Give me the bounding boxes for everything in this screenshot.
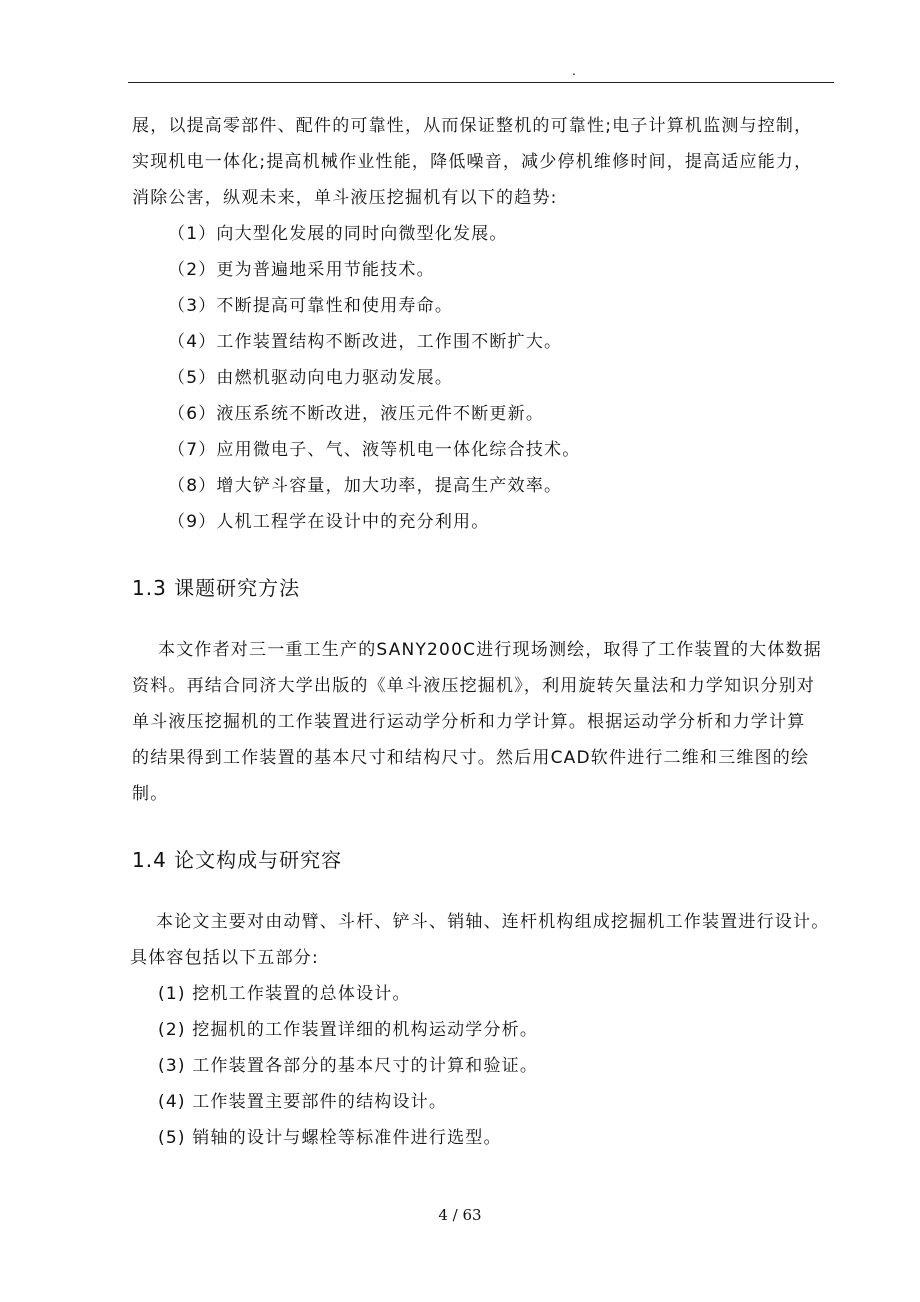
paragraph-line: 展，以提高零部件、配件的可靠性，从而保证整机的可靠性;电子计算机监测与控制，: [132, 116, 813, 136]
methods-paragraph: [132, 632, 837, 812]
section-heading-1-4: 1.4 论文构成与研究容: [132, 848, 343, 872]
list-item: （1）向大型化发展的同时向微型化发展。: [168, 224, 508, 244]
header-mark: .: [572, 64, 576, 78]
structure-paragraph: [130, 904, 837, 976]
list-item: (5) 销轴的设计与螺栓等标准件进行选型。: [158, 1128, 502, 1148]
list-item: （3）不断提高可靠性和使用寿命。: [168, 296, 454, 316]
list-item: (2) 挖掘机的工作装置详细的机构运动学分析。: [158, 1020, 539, 1040]
paragraph-line: 具体容包括以下五部分:: [130, 948, 319, 968]
list-item: （6）液压系统不断改进，液压元件不断更新。: [168, 404, 545, 424]
list-item: （7）应用微电子、气、液等机电一体化综合技术。: [168, 440, 581, 460]
trend-list: [132, 216, 837, 540]
header-rule: [128, 82, 834, 83]
section-heading-1-3: 1.3 课题研究方法: [132, 576, 301, 600]
paragraph-line: 的结果得到工作装置的基本尺寸和结构尺寸。然后用CAD软件进行二维和三维图的绘: [132, 748, 810, 768]
paragraph-line: 本论文主要对由动臂、斗杆、铲斗、销轴、连杆机构组成挖掘机工作装置进行设计。: [156, 912, 830, 932]
list-item: (1) 挖机工作装置的总体设计。: [158, 984, 411, 1004]
list-item: （5）由燃机驱动向电力驱动发展。: [168, 368, 454, 388]
content-list: [132, 976, 837, 1156]
page-number: 4 / 63: [438, 1206, 482, 1224]
list-item: （9）人机工程学在设计中的充分利用。: [168, 512, 490, 532]
paragraph-line: 本文作者对三一重工生产的SANY200C进行现场测绘，取得了工作装置的大体数据: [158, 640, 822, 660]
paragraph-line: 实现机电一体化;提高机械作业性能，降低噪音，减少停机维修时间，提高适应能力，: [132, 152, 813, 172]
list-item: (4) 工作装置主要部件的结构设计。: [158, 1092, 448, 1112]
paragraph-line: 单斗液压挖掘机的工作装置进行运动学分析和力学计算。根据运动学分析和力学计算: [132, 712, 806, 732]
paragraph-line: 消除公害，纵观未来，单斗液压挖掘机有以下的趋势:: [132, 188, 558, 208]
intro-paragraph: [132, 108, 837, 216]
list-item: （8）增大铲斗容量，加大功率，提高生产效率。: [168, 476, 563, 496]
document-page: [132, 108, 837, 1156]
list-item: （4）工作装置结构不断改进，工作围不断扩大。: [168, 332, 563, 352]
paragraph-line: 资料。再结合同济大学出版的《单斗液压挖掘机》，利用旋转矢量法和力学知识分别对: [132, 676, 816, 696]
list-item: (3) 工作装置各部分的基本尺寸的计算和验证。: [158, 1056, 539, 1076]
list-item: （2）更为普遍地采用节能技术。: [168, 260, 435, 280]
paragraph-line: 制。: [132, 784, 169, 804]
